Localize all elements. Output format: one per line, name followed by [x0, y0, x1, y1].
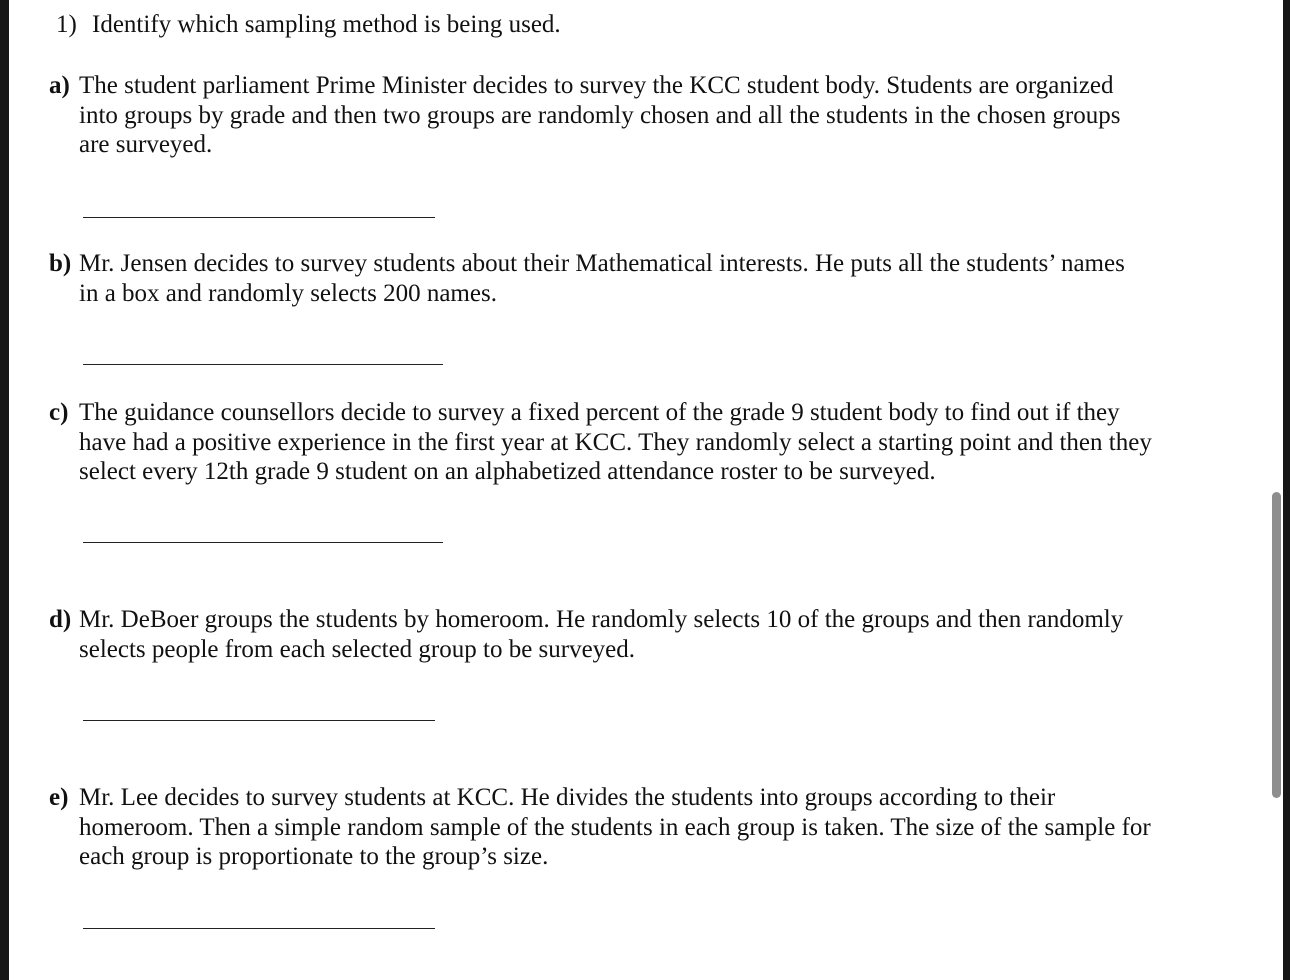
question-text-line: homeroom. Then a simple random sample of the students in each group is taken. The size of the sample for — [79, 813, 1151, 841]
question-c — [49, 398, 1224, 487]
question-heading — [56, 10, 561, 40]
question-text-line: Mr. Lee decides to survey students at KCC. He divides the students into groups according to their — [79, 784, 1056, 811]
question-marker: d) — [49, 606, 72, 633]
answer-line-d[interactable] — [83, 720, 435, 721]
question-b — [49, 249, 1224, 308]
question-text-line: each group is proportionate to the group’s size. — [79, 843, 549, 870]
question-text-line: select every 12th grade 9 student on an alphabetized attendance roster to be surveyed. — [79, 458, 936, 485]
question-a — [49, 71, 1224, 160]
question-text-line: in a box and randomly selects 200 names. — [79, 279, 497, 307]
scrollbar-thumb[interactable] — [1272, 492, 1281, 798]
answer-line-c[interactable] — [83, 542, 443, 543]
question-text-line: into groups by grade and then two groups are randomly chosen and all the students in the chosen groups — [79, 101, 1121, 129]
question-text-line: have had a positive experience in the first year at KCC. They randomly select a starting point and then they — [79, 428, 1152, 456]
right-window-edge — [1283, 0, 1290, 980]
question-text-line: are surveyed. — [79, 131, 213, 158]
question-marker: e) — [49, 784, 69, 811]
question-marker: a) — [49, 72, 70, 99]
question-marker: c) — [49, 399, 69, 426]
question-text-line: Mr. Jensen decides to survey students about their Mathematical interests. He puts all the students’ names — [79, 250, 1125, 277]
question-marker: b) — [49, 250, 72, 277]
question-d — [49, 605, 1224, 664]
question-number: 1) — [56, 11, 77, 38]
answer-line-a[interactable] — [83, 217, 435, 218]
left-window-edge — [0, 0, 9, 980]
question-text-line: selects people from each selected group to be surveyed. — [79, 635, 636, 663]
answer-line-e[interactable] — [83, 928, 435, 929]
question-text-line: Mr. DeBoer groups the students by homeroom. He randomly selects 10 of the groups and then randomly — [79, 606, 1124, 633]
question-instruction: Identify which sampling method is being used. — [92, 11, 561, 38]
question-e — [49, 783, 1224, 872]
question-text-line: The student parliament Prime Minister decides to survey the KCC student body. Students are organized — [79, 72, 1114, 99]
question-text-line: The guidance counsellors decide to survey a fixed percent of the grade 9 student body to find out if they — [79, 399, 1120, 426]
answer-line-b[interactable] — [83, 364, 443, 365]
vertical-scrollbar[interactable] — [1265, 0, 1283, 980]
